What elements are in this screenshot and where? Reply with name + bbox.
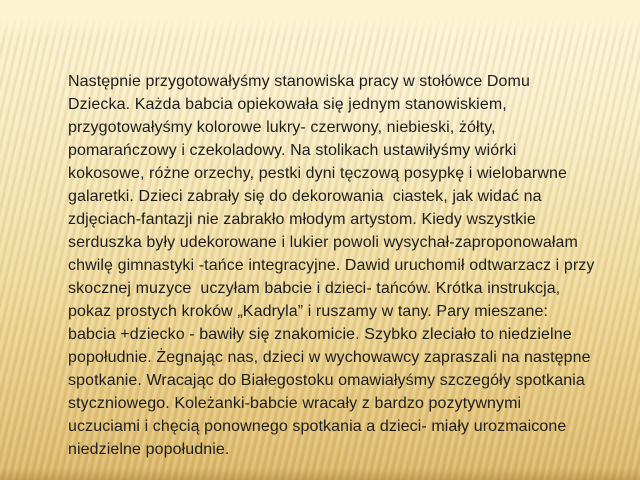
body-text-line: chwilę gimnastyki -tańce integracyjne. Dawid uruchomił odtwarzacz i przy	[68, 257, 595, 274]
body-text-line: kokosowe, różne orzechy, pestki dyni tęczową posypkę i wielobarwne	[68, 165, 567, 182]
body-text-line: zdjęciach-fantazji nie zabrakło młodym artystom. Kiedy wszystkie	[68, 211, 536, 228]
body-text-line: galaretki. Dzieci zabrały się do dekorowania ciastek, jak widać na	[68, 188, 542, 205]
body-text-line: styczniowego. Koleżanki-babcie wracały z bardzo pozytywnymi	[68, 395, 522, 412]
body-text-line: popołudnie. Żegnając nas, dzieci w wychowawcy zapraszali na następne	[68, 349, 591, 366]
body-text	[68, 70, 613, 461]
body-text-line: Dziecka. Każda babcia opiekowała się jednym stanowiskiem,	[68, 96, 507, 113]
body-text-line: babcia +dziecko - bawiły się znakomicie. Szybko zleciało to niedzielne	[68, 326, 572, 343]
body-text-line: spotkanie. Wracając do Białegostoku omawiałyśmy szczegóły spotkania	[68, 372, 585, 389]
body-text-line: pomarańczowy i czekoladowy. Na stolikach ustawiłyśmy wiórki	[68, 142, 517, 159]
body-text-line: niedzielne popołudnie.	[68, 441, 230, 458]
body-text-line: pokaz prostych kroków „Kadryla” i ruszamy w tany. Pary mieszane:	[68, 303, 549, 320]
body-text-line: Następnie przygotowałyśmy stanowiska pracy w stołówce Domu	[68, 73, 530, 90]
body-text-line: uczuciami i chęcią ponownego spotkania a dzieci- miały urozmaicone	[68, 418, 567, 435]
body-text-line: serduszka były udekorowane i lukier powoli wysychał-zaproponowałam	[68, 234, 578, 251]
body-text-line: przygotowałyśmy kolorowe lukry- czerwony, niebieski, żółty,	[68, 119, 496, 136]
body-text-line: skocznej muzyce uczyłam babcie i dzieci- tańców. Krótka instrukcja,	[68, 280, 561, 297]
